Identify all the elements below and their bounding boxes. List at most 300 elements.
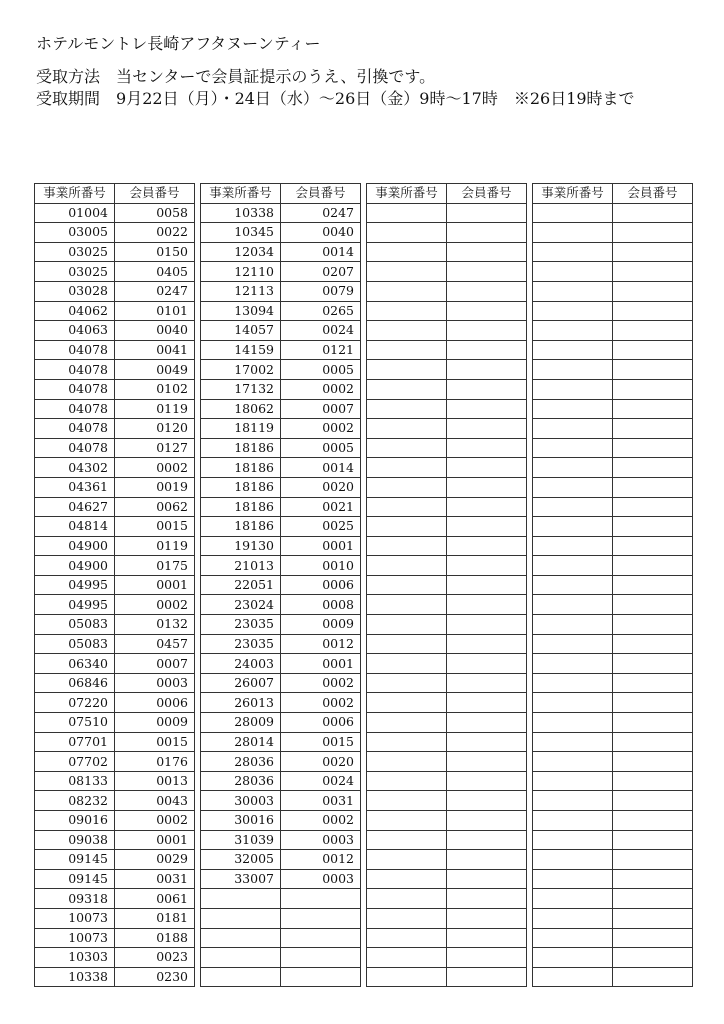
table-header-row: [201, 184, 361, 204]
office-number-cell: 26013: [201, 693, 281, 713]
member-number-cell: [613, 595, 693, 615]
office-number-cell: 10338: [201, 203, 281, 223]
table-row: [533, 634, 693, 654]
table-row: [201, 752, 361, 772]
table-row: [35, 850, 195, 870]
table-row: [201, 281, 361, 301]
office-number-cell: [201, 948, 281, 968]
office-number-cell: 18186: [201, 477, 281, 497]
office-number-cell: 04062: [35, 301, 115, 321]
member-number-cell: 0049: [115, 360, 195, 380]
table-row: [201, 948, 361, 968]
member-number-cell: [613, 301, 693, 321]
office-number-cell: [367, 340, 447, 360]
member-number-cell: [447, 615, 527, 635]
office-number-cell: 30003: [201, 791, 281, 811]
office-number-cell: 31039: [201, 830, 281, 850]
table-row: [533, 379, 693, 399]
office-number-cell: 17002: [201, 360, 281, 380]
office-number-cell: 04814: [35, 517, 115, 537]
member-number-cell: [613, 321, 693, 341]
office-number-cell: 10073: [35, 908, 115, 928]
member-number-cell: 0020: [281, 752, 361, 772]
office-number-cell: 07702: [35, 752, 115, 772]
member-number-cell: 0265: [281, 301, 361, 321]
office-number-cell: [533, 654, 613, 674]
pickup-method-text: 当センターで会員証提示のうえ、引換です。: [116, 67, 436, 86]
document-title: ホテルモントレ長崎アフタヌーンティー: [36, 34, 321, 53]
member-number-cell: 0020: [281, 477, 361, 497]
office-number-cell: 10303: [35, 948, 115, 968]
member-number-cell: [613, 967, 693, 987]
office-number-cell: [367, 497, 447, 517]
member-number-cell: 0041: [115, 340, 195, 360]
member-number-cell: [613, 869, 693, 889]
office-number-cell: [367, 713, 447, 733]
member-number-cell: [447, 693, 527, 713]
office-number-cell: [367, 458, 447, 478]
table-row: [201, 203, 361, 223]
office-number-cell: 09145: [35, 850, 115, 870]
member-number-cell: [447, 595, 527, 615]
table-row: [533, 850, 693, 870]
member-number-cell: [613, 379, 693, 399]
office-number-cell: 19130: [201, 536, 281, 556]
table-row: [367, 732, 527, 752]
member-number-cell: [447, 536, 527, 556]
office-number-cell: 03005: [35, 223, 115, 243]
table-row: [533, 262, 693, 282]
office-number-cell: 04078: [35, 360, 115, 380]
member-number-cell: 0014: [281, 458, 361, 478]
office-number-cell: [533, 438, 613, 458]
member-number-cell: 0008: [281, 595, 361, 615]
table-row: [201, 908, 361, 928]
office-number-cell: [367, 791, 447, 811]
member-number-cell: 0119: [115, 536, 195, 556]
table-row: [201, 693, 361, 713]
member-number-cell: 0029: [115, 850, 195, 870]
office-number-cell: [533, 673, 613, 693]
table-row: [201, 811, 361, 831]
member-number-cell: [447, 438, 527, 458]
table-row: [367, 203, 527, 223]
table-row: [367, 595, 527, 615]
table-row: [367, 556, 527, 576]
table-row: [35, 242, 195, 262]
office-number-cell: [367, 889, 447, 909]
table-row: [201, 634, 361, 654]
office-number-cell: [533, 497, 613, 517]
office-number-cell: [533, 399, 613, 419]
office-number-cell: 05083: [35, 634, 115, 654]
table-row: [533, 908, 693, 928]
table-row: [35, 575, 195, 595]
office-number-cell: [367, 223, 447, 243]
member-number-cell: [613, 771, 693, 791]
office-number-cell: [367, 673, 447, 693]
member-number-header: 会員番号: [281, 184, 361, 204]
office-number-cell: [533, 713, 613, 733]
table-row: [35, 458, 195, 478]
table-row: [201, 967, 361, 987]
table-row: [201, 438, 361, 458]
member-number-cell: 0120: [115, 419, 195, 439]
table-row: [533, 830, 693, 850]
member-number-cell: 0002: [281, 419, 361, 439]
office-number-cell: 18186: [201, 438, 281, 458]
table-header-row: [533, 184, 693, 204]
office-number-cell: 23035: [201, 634, 281, 654]
office-number-cell: [367, 556, 447, 576]
member-number-cell: 0002: [115, 811, 195, 831]
office-number-cell: 04361: [35, 477, 115, 497]
member-number-cell: [613, 634, 693, 654]
office-number-cell: [533, 281, 613, 301]
office-number-cell: 30016: [201, 811, 281, 831]
office-number-cell: 04995: [35, 575, 115, 595]
member-number-cell: [613, 399, 693, 419]
member-number-cell: [613, 556, 693, 576]
member-number-cell: 0003: [115, 673, 195, 693]
office-number-cell: [367, 536, 447, 556]
office-number-cell: [533, 850, 613, 870]
office-number-cell: [367, 811, 447, 831]
table-row: [201, 713, 361, 733]
member-number-cell: [613, 360, 693, 380]
table-row: [35, 556, 195, 576]
member-number-cell: 0119: [115, 399, 195, 419]
member-number-cell: [613, 713, 693, 733]
table-row: [35, 281, 195, 301]
member-number-cell: 0176: [115, 752, 195, 772]
table-row: [35, 948, 195, 968]
table-row: [35, 517, 195, 537]
table-row: [35, 811, 195, 831]
table-row: [367, 281, 527, 301]
table-row: [367, 497, 527, 517]
pickup-period-text: 9月22日（月）・24日（水）〜26日（金）9時〜17時 ※26日19時まで: [116, 89, 635, 108]
table-row: [35, 301, 195, 321]
member-number-cell: [613, 908, 693, 928]
member-number-cell: 0015: [281, 732, 361, 752]
office-number-cell: [367, 908, 447, 928]
table-row: [201, 575, 361, 595]
member-number-cell: 0043: [115, 791, 195, 811]
office-number-cell: 04900: [35, 536, 115, 556]
office-number-cell: [367, 693, 447, 713]
office-number-cell: [533, 575, 613, 595]
table-row: [201, 928, 361, 948]
office-number-cell: 28014: [201, 732, 281, 752]
member-number-cell: [447, 654, 527, 674]
member-number-cell: 0175: [115, 556, 195, 576]
office-number-cell: 08232: [35, 791, 115, 811]
table-row: [533, 654, 693, 674]
table-row: [35, 869, 195, 889]
office-number-cell: [367, 967, 447, 987]
member-number-cell: [281, 908, 361, 928]
table-row: [367, 673, 527, 693]
member-number-cell: [447, 948, 527, 968]
table-row: [533, 301, 693, 321]
office-number-cell: [367, 360, 447, 380]
table-header-row: [35, 184, 195, 204]
table-row: [201, 360, 361, 380]
office-number-cell: 13094: [201, 301, 281, 321]
office-number-cell: 10338: [35, 967, 115, 987]
office-number-cell: [533, 634, 613, 654]
table-row: [533, 203, 693, 223]
table-row: [533, 223, 693, 243]
table-row: [533, 575, 693, 595]
member-number-cell: 0014: [281, 242, 361, 262]
member-number-header: 会員番号: [613, 184, 693, 204]
member-number-cell: [613, 791, 693, 811]
table-row: [35, 967, 195, 987]
office-number-cell: 33007: [201, 869, 281, 889]
office-number-cell: [367, 615, 447, 635]
office-number-cell: 07220: [35, 693, 115, 713]
member-number-cell: [447, 419, 527, 439]
table-row: [35, 321, 195, 341]
member-number-cell: [447, 752, 527, 772]
office-number-header: 事業所番号: [367, 184, 447, 204]
table-row: [201, 673, 361, 693]
office-number-cell: 04063: [35, 321, 115, 341]
member-number-cell: [613, 830, 693, 850]
office-number-cell: [533, 908, 613, 928]
table-row: [201, 517, 361, 537]
table-row: [35, 262, 195, 282]
member-number-cell: [613, 497, 693, 517]
office-number-cell: [367, 732, 447, 752]
member-number-cell: 0247: [115, 281, 195, 301]
office-number-cell: 04078: [35, 379, 115, 399]
member-number-cell: [447, 771, 527, 791]
member-number-cell: 0019: [115, 477, 195, 497]
table-row: [367, 948, 527, 968]
office-number-cell: [533, 830, 613, 850]
office-number-cell: [533, 458, 613, 478]
member-number-cell: 0002: [115, 595, 195, 615]
table-row: [533, 967, 693, 987]
table-row: [367, 654, 527, 674]
member-number-cell: 0002: [115, 458, 195, 478]
member-number-cell: 0010: [281, 556, 361, 576]
table-row: [533, 360, 693, 380]
pickup-method-line: [36, 66, 716, 88]
member-number-cell: 0024: [281, 321, 361, 341]
office-number-cell: [367, 419, 447, 439]
member-number-cell: [447, 967, 527, 987]
table-row: [367, 223, 527, 243]
office-number-cell: [367, 595, 447, 615]
table-row: [533, 438, 693, 458]
office-number-cell: [533, 595, 613, 615]
office-number-cell: [367, 869, 447, 889]
member-number-cell: 0013: [115, 771, 195, 791]
member-number-cell: 0457: [115, 634, 195, 654]
office-number-cell: 26007: [201, 673, 281, 693]
table-row: [35, 615, 195, 635]
office-number-cell: [367, 242, 447, 262]
member-number-cell: [613, 948, 693, 968]
member-number-cell: [447, 928, 527, 948]
member-number-cell: [447, 869, 527, 889]
member-number-cell: 0001: [281, 536, 361, 556]
office-number-cell: 18186: [201, 497, 281, 517]
table-row: [367, 771, 527, 791]
member-number-cell: [613, 673, 693, 693]
member-number-cell: [447, 517, 527, 537]
office-number-cell: [533, 242, 613, 262]
table-row: [201, 321, 361, 341]
office-number-cell: 06846: [35, 673, 115, 693]
office-number-cell: 28009: [201, 713, 281, 733]
table-row: [367, 752, 527, 772]
table-row: [533, 732, 693, 752]
member-table-2: [200, 183, 361, 987]
member-number-cell: [613, 419, 693, 439]
office-number-cell: 28036: [201, 752, 281, 772]
office-number-cell: 24003: [201, 654, 281, 674]
office-number-cell: 04078: [35, 438, 115, 458]
member-number-cell: [281, 967, 361, 987]
office-number-cell: 04078: [35, 399, 115, 419]
member-number-cell: 0001: [115, 575, 195, 595]
table-row: [35, 595, 195, 615]
office-number-cell: [367, 830, 447, 850]
table-row: [533, 693, 693, 713]
table-row: [35, 223, 195, 243]
office-number-cell: 04078: [35, 340, 115, 360]
member-number-cell: [613, 654, 693, 674]
office-number-cell: [367, 948, 447, 968]
office-number-cell: [201, 908, 281, 928]
office-number-cell: 07701: [35, 732, 115, 752]
table-row: [533, 771, 693, 791]
table-row: [367, 438, 527, 458]
table-row: [201, 615, 361, 635]
table-row: [367, 262, 527, 282]
table-row: [35, 830, 195, 850]
member-number-cell: [613, 693, 693, 713]
member-number-cell: [613, 242, 693, 262]
table-row: [533, 458, 693, 478]
member-number-cell: [447, 360, 527, 380]
table-row: [201, 458, 361, 478]
table-row: [201, 771, 361, 791]
member-number-cell: 0001: [281, 654, 361, 674]
pickup-period-line: [36, 88, 716, 110]
member-number-cell: 0247: [281, 203, 361, 223]
table-row: [367, 713, 527, 733]
table-row: [533, 517, 693, 537]
member-number-cell: [613, 889, 693, 909]
member-number-cell: [613, 615, 693, 635]
document-header: [36, 34, 716, 110]
table-row: [35, 419, 195, 439]
member-number-cell: 0058: [115, 203, 195, 223]
office-number-cell: [201, 928, 281, 948]
office-number-cell: [367, 281, 447, 301]
member-number-cell: [447, 830, 527, 850]
member-number-cell: 0023: [115, 948, 195, 968]
member-number-cell: 0062: [115, 497, 195, 517]
member-number-cell: 0121: [281, 340, 361, 360]
office-number-cell: [367, 517, 447, 537]
office-number-cell: 09016: [35, 811, 115, 831]
table-row: [533, 869, 693, 889]
table-row: [367, 301, 527, 321]
member-number-cell: 0127: [115, 438, 195, 458]
table-row: [367, 399, 527, 419]
member-number-cell: 0006: [115, 693, 195, 713]
member-number-cell: [613, 340, 693, 360]
member-number-cell: [447, 556, 527, 576]
table-row: [201, 556, 361, 576]
member-number-cell: [281, 889, 361, 909]
member-number-cell: 0009: [115, 713, 195, 733]
table-row: [367, 830, 527, 850]
office-number-cell: 18186: [201, 458, 281, 478]
member-number-cell: 0181: [115, 908, 195, 928]
office-number-cell: [533, 556, 613, 576]
table-row: [201, 301, 361, 321]
office-number-cell: 12034: [201, 242, 281, 262]
table-row: [533, 399, 693, 419]
table-row: [35, 360, 195, 380]
member-number-cell: [447, 791, 527, 811]
office-number-cell: 14057: [201, 321, 281, 341]
member-number-cell: 0021: [281, 497, 361, 517]
table-row: [533, 497, 693, 517]
office-number-cell: 23035: [201, 615, 281, 635]
office-number-cell: 18062: [201, 399, 281, 419]
office-number-cell: [367, 575, 447, 595]
office-number-cell: [533, 517, 613, 537]
member-number-cell: [447, 379, 527, 399]
office-number-cell: [367, 262, 447, 282]
office-number-cell: 04078: [35, 419, 115, 439]
office-number-cell: [533, 419, 613, 439]
member-number-cell: 0040: [281, 223, 361, 243]
office-number-cell: 32005: [201, 850, 281, 870]
member-number-cell: [613, 438, 693, 458]
member-table-4: [532, 183, 693, 987]
table-row: [35, 399, 195, 419]
member-number-cell: 0002: [281, 811, 361, 831]
table-row: [35, 713, 195, 733]
table-row: [35, 771, 195, 791]
member-number-cell: [613, 575, 693, 595]
office-number-cell: 12113: [201, 281, 281, 301]
table-row: [35, 438, 195, 458]
office-number-cell: 03025: [35, 242, 115, 262]
table-row: [35, 340, 195, 360]
table-row: [201, 830, 361, 850]
member-number-cell: 0015: [115, 732, 195, 752]
table-row: [533, 419, 693, 439]
table-row: [201, 340, 361, 360]
office-number-cell: [367, 654, 447, 674]
member-number-cell: 0005: [281, 438, 361, 458]
office-number-cell: [533, 379, 613, 399]
member-number-cell: [447, 497, 527, 517]
table-row: [367, 869, 527, 889]
member-number-cell: [447, 340, 527, 360]
